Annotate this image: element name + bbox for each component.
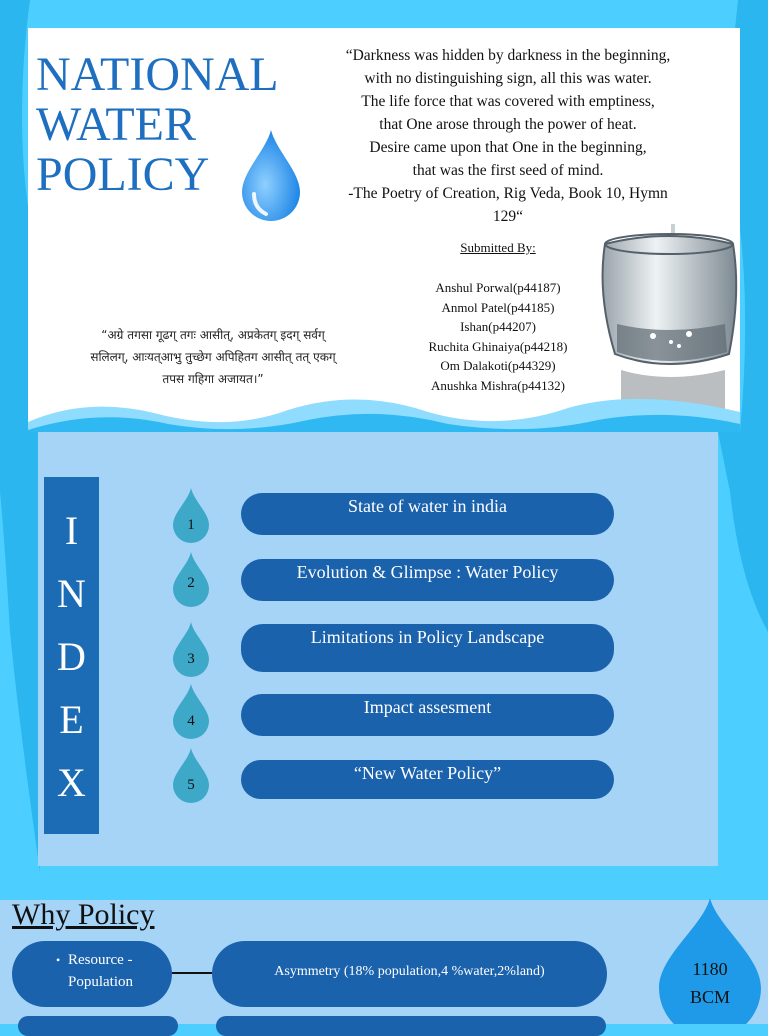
title-line-3: POLICY (36, 148, 210, 201)
index-number-drop-4 (171, 683, 211, 739)
poem-line: -The Poetry of Creation, Rig Veda, Book 10, Hymn (348, 185, 668, 202)
index-item-4: Impact assesment (241, 694, 614, 736)
next-detail-box (216, 1016, 606, 1036)
poem-line: that was the first seed of mind. (412, 162, 604, 179)
rig-veda-quote (318, 44, 698, 228)
poem-line: 129“ (492, 208, 524, 225)
index-number-drop-5 (171, 747, 211, 803)
index-letter: D (57, 634, 86, 679)
water-drop-icon (238, 128, 304, 224)
member-name: Anshul Porwal(p44187) (435, 280, 561, 295)
index-number: 5 (187, 777, 195, 793)
member-name: Ishan(p44207) (460, 319, 536, 334)
water-drop-icon (171, 487, 211, 543)
index-number-drop-3 (171, 621, 211, 677)
index-letter: X (57, 760, 86, 805)
title-line-2: WATER (36, 98, 196, 151)
index-number: 3 (187, 651, 195, 667)
sanskrit-line: “अग्रे तगसा गूढग् तगः आसीत्, अप्रकेतग् इदग् सर्वग् (101, 328, 325, 342)
index-letter: E (59, 697, 84, 742)
poem-line: The life force that was covered with emptiness, (361, 93, 655, 110)
member-name: Anushka Mishra(p44132) (431, 377, 565, 393)
water-drop-icon (171, 683, 211, 739)
member-name: Om Dalakoti(p44329) (440, 358, 556, 373)
index-item-3: Limitations in Policy Landscape (241, 624, 614, 672)
poem-line: “Darkness was hidden by darkness in the beginning, (345, 47, 671, 64)
index-heading-bar (44, 477, 99, 834)
index-number: 2 (187, 575, 195, 591)
index-letter: N (57, 571, 86, 616)
index-number: 4 (187, 713, 195, 729)
index-item-2: Evolution & Glimpse : Water Policy (241, 559, 614, 601)
member-name: Anmol Patel(p44185) (441, 299, 555, 315)
member-list (378, 278, 618, 395)
poem-line: that One arose through the power of heat. (379, 116, 637, 133)
water-drop-icon (171, 621, 211, 677)
population-label: Population (68, 974, 134, 990)
index-item-5: “New Water Policy” (241, 760, 614, 799)
submitted-by-label: Submitted By: (460, 240, 536, 255)
section-title: Why Policy (12, 898, 155, 931)
title-line-1: NATIONAL (36, 48, 279, 101)
water-volume-readout (660, 955, 760, 1011)
title-slide (0, 0, 768, 432)
title-slide-content (28, 28, 740, 432)
bottom-wave-decoration (28, 382, 740, 432)
next-item-box (18, 1016, 178, 1036)
index-item-1: State of water in india (241, 493, 614, 535)
poem-line: with no distinguishing sign, all this was water. (364, 70, 652, 87)
index-number-drop-1 (171, 487, 211, 543)
index-number-drop-2 (171, 551, 211, 607)
member-name: Ruchita Ghinaiya(p44218) (428, 338, 568, 354)
resource-label: Resource - (68, 952, 133, 968)
sanskrit-line: तपस गहिगा अजायत।” (162, 372, 264, 386)
index-number: 1 (187, 517, 195, 533)
index-letter: I (64, 508, 79, 553)
sanskrit-verse (68, 324, 358, 390)
resource-population-box (12, 941, 172, 1007)
bcm-value: 1180 (692, 959, 728, 979)
connector-line (172, 972, 212, 974)
sanskrit-line: सलिलग्, आःयत्आभु तुच्छेग अपिहितग आसीत् तत् एकग् (90, 350, 336, 364)
poem-line: Desire came upon that One in the beginning, (369, 139, 647, 156)
bullet-icon: • (56, 953, 61, 967)
bcm-unit: BCM (689, 987, 731, 1007)
asymmetry-box: Asymmetry (18% population,4 %water,2%land) (212, 941, 607, 1007)
water-drop-icon (171, 747, 211, 803)
